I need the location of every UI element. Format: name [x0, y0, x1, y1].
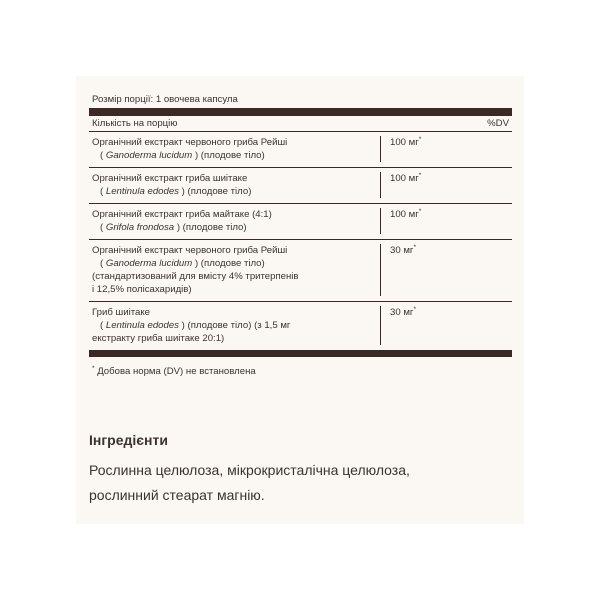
- paren-open: (: [100, 258, 104, 269]
- scientific-name: Ganoderma lucidum: [105, 258, 193, 269]
- footnote-mark: *: [92, 364, 95, 372]
- scientific-name: Grifola frondosa: [105, 222, 175, 233]
- scientific-name-line: [92, 221, 380, 234]
- nutrient-name-line: Гриб шиітаке: [92, 307, 150, 318]
- scientific-name: Lentinula edodes: [105, 320, 179, 331]
- nutrient-amount: [381, 208, 421, 234]
- nutrient-name-line: Органічний екстракт гриба майтаке (4:1): [92, 209, 272, 220]
- dv-label: %DV: [487, 118, 509, 129]
- top-thick-bar: [89, 108, 512, 116]
- nutrient-name: [89, 306, 381, 345]
- nutrient-rows: [89, 132, 512, 350]
- table-row: [89, 204, 512, 239]
- paren-open: (: [100, 222, 104, 233]
- table-row: [89, 240, 512, 301]
- scientific-name-line: [92, 185, 380, 198]
- nutrient-extra-line: екстракту гриба шиітаке 20:1): [92, 333, 225, 344]
- paren-open: (: [100, 320, 104, 331]
- table-row: [89, 132, 512, 167]
- scientific-name-line: [92, 319, 380, 332]
- plant-part: ) (плодове тіло): [181, 186, 252, 197]
- ingredients-text: [89, 458, 519, 508]
- serving-size: Розмір порції: 1 овочева капсула: [92, 94, 238, 105]
- nutrient-amount: [381, 136, 421, 162]
- dv-not-established-mark: *: [413, 243, 416, 251]
- bottom-thick-bar: [89, 350, 512, 357]
- scientific-name: Ganoderma lucidum: [105, 150, 193, 161]
- supplement-facts-table: [89, 93, 512, 378]
- table-row: [89, 168, 512, 203]
- nutrient-amount: [381, 172, 421, 198]
- plant-part: ) (плодове тіло) (з 1,5 мг: [181, 320, 291, 331]
- supplement-facts-card: [76, 76, 524, 524]
- nutrient-name: [89, 172, 381, 198]
- dv-not-established-mark: *: [413, 305, 416, 313]
- footnote: [89, 357, 512, 378]
- paren-open: (: [100, 150, 104, 161]
- ingredients-line-1: Рослинна целюлоза, мікрокристалічна целюлоза,: [89, 462, 410, 478]
- nutrient-name-line: Органічний екстракт червоного гриба Рейші: [92, 245, 288, 256]
- amount-per-serving-label: Кількість на порцію: [92, 118, 178, 129]
- amount-value: 100 мг: [390, 173, 419, 184]
- plant-part: ) (плодове тіло): [176, 222, 247, 233]
- dv-not-established-mark: *: [418, 171, 422, 179]
- ingredients-line-2: рослинний стеарат магнію.: [89, 487, 265, 503]
- nutrient-name: [89, 208, 381, 234]
- nutrient-extra-line: (стандартизований для вмісту 4% тритерпенів: [92, 271, 299, 282]
- table-header: [89, 116, 512, 131]
- amount-value: 100 мг: [390, 137, 419, 148]
- plant-part: ) (плодове тіло): [194, 150, 265, 161]
- scientific-name-line: [92, 149, 380, 162]
- nutrient-amount: [381, 306, 416, 345]
- footnote-text: Добова норма (DV) не встановлена: [97, 366, 256, 377]
- amount-value: 30 мг: [390, 245, 414, 256]
- dv-not-established-mark: *: [418, 135, 422, 143]
- dv-not-established-mark: *: [418, 207, 422, 215]
- paren-open: (: [100, 186, 104, 197]
- amount-value: 30 мг: [390, 307, 414, 318]
- table-row: [89, 302, 512, 350]
- scientific-name-line: [92, 257, 380, 270]
- nutrient-name-line: Органічний екстракт гриба шиітаке: [92, 173, 248, 184]
- nutrient-name: [89, 136, 381, 162]
- plant-part: ) (плодове тіло): [194, 258, 265, 269]
- scientific-name: Lentinula edodes: [105, 186, 179, 197]
- ingredients-title: Інгредієнти: [89, 432, 168, 448]
- nutrient-name: [89, 244, 381, 296]
- nutrient-name-line: Органічний екстракт червоного гриба Рейші: [92, 137, 288, 148]
- nutrient-amount: [381, 244, 416, 296]
- amount-value: 100 мг: [390, 209, 419, 220]
- nutrient-extra-line: і 12,5% полісахаридів): [92, 284, 192, 295]
